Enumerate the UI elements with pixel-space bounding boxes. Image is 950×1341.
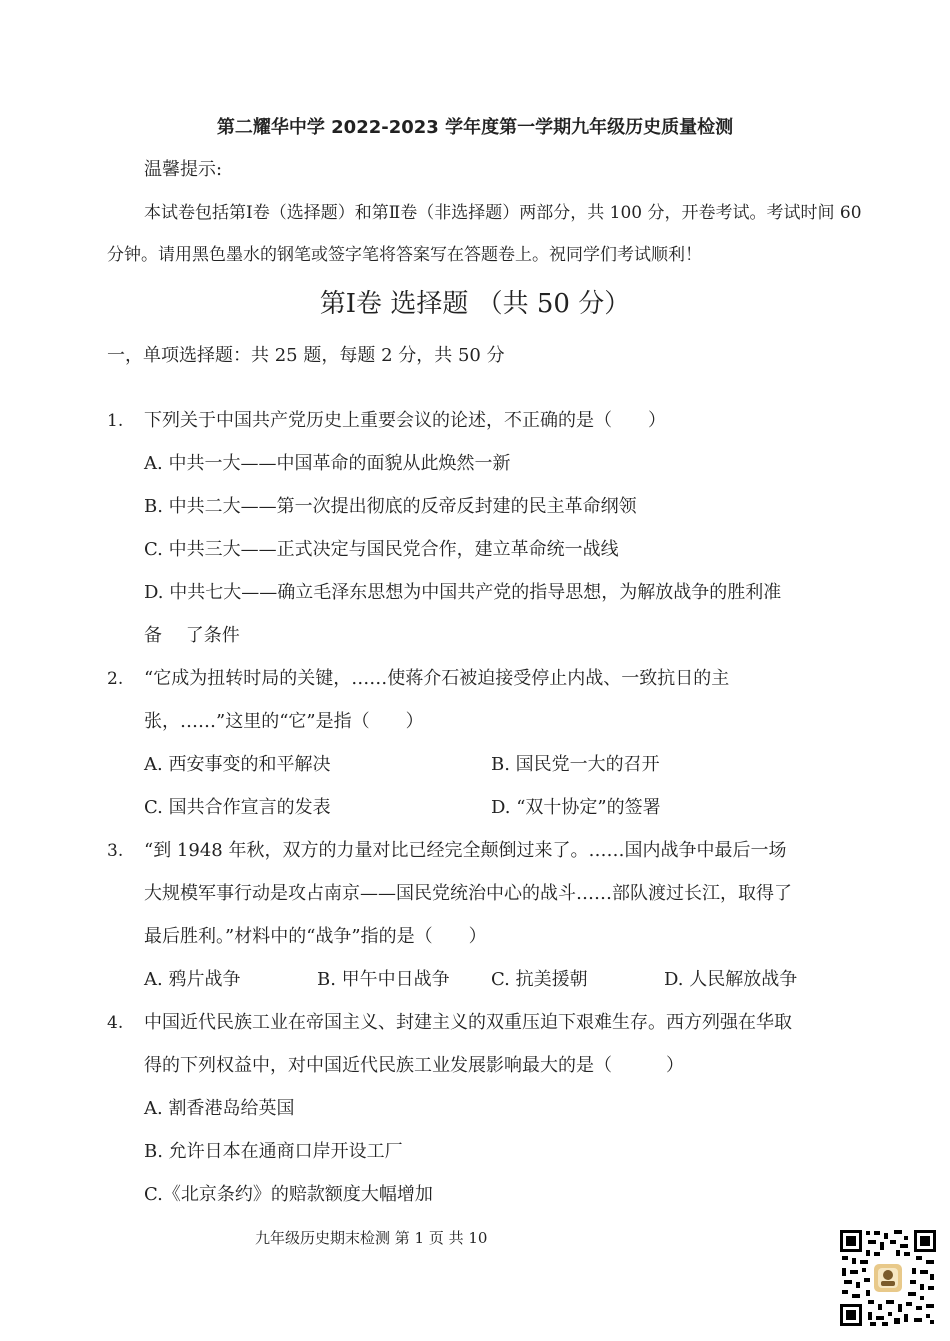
tip-line-1: 本试卷包括第Ⅰ卷（选择题）和第Ⅱ卷（非选择题）两部分，共 100 分，开卷考试。考试时间 60 — [144, 203, 862, 223]
question-number: 3. — [107, 841, 124, 861]
option-b: B. 允许日本在通商口岸开设工厂 — [144, 1141, 403, 1162]
question-stem: 中国近代民族工业在帝国主义、封建主义的双重压迫下艰难生存。西方列强在华取 — [144, 1012, 792, 1033]
option-d: D. 人民解放战争 — [664, 969, 798, 990]
question-number: 1. — [107, 411, 124, 431]
question-stem-continued: 最后胜利。”材料中的“战争”指的是（ ） — [144, 926, 487, 947]
question-stem: “到 1948 年秋，双方的力量对比已经完全颠倒过来了。……国内战争中最后一场 — [144, 840, 787, 861]
option-d-continued: 备 了条件 — [144, 625, 240, 646]
question-number: 4. — [107, 1013, 124, 1033]
question-stem-continued: 得的下列权益中，对中国近代民族工业发展影响最大的是（ ） — [144, 1055, 684, 1076]
section-title: 第Ⅰ卷 选择题 （共 50 分） — [319, 289, 631, 319]
option-b: B. 国民党一大的召开 — [491, 754, 660, 775]
option-a: A. 鸦片战争 — [144, 969, 241, 990]
question-stem: “它成为扭转时局的关键，……使蒋介石被迫接受停止内战、一致抗日的主 — [144, 668, 730, 689]
option-a: A. 中共一大——中国革命的面貌从此焕然一新 — [144, 453, 511, 474]
question-number: 2. — [107, 669, 124, 689]
exam-title: 第二耀华中学 2022-2023 学年度第一学期九年级历史质量检测 — [216, 117, 734, 138]
option-b: B. 甲午中日战争 — [317, 969, 450, 990]
option-a: A. 割香港岛给英国 — [144, 1098, 295, 1119]
page-footer: 九年级历史期末检测 第 1 页 共 10 — [255, 1229, 488, 1247]
option-c: C. 国共合作宣言的发表 — [144, 797, 331, 818]
option-b: B. 中共二大——第一次提出彻底的反帝反封建的民主革命纲领 — [144, 496, 637, 517]
question-stem-continued: 大规模军事行动是攻占南京——国民党统治中心的战斗……部队渡过长江，取得了 — [144, 883, 792, 904]
option-c: C. 中共三大——正式决定与国民党合作，建立革命统一战线 — [144, 539, 619, 560]
option-c: C.《北京条约》的赔款额度大幅增加 — [144, 1184, 433, 1205]
tip-label: 温馨提示: — [144, 159, 223, 180]
tip-line-2: 分钟。请用黑色墨水的钢笔或签字笔将答案写在答题卷上。祝同学们考试顺利！ — [107, 245, 702, 265]
option-d: D. “双十协定”的签署 — [491, 797, 661, 818]
option-c: C. 抗美援朝 — [491, 969, 588, 990]
question-stem: 下列关于中国共产党历史上重要会议的论述，不正确的是（ ） — [144, 410, 666, 431]
question-stem-continued: 张，……”这里的“它”是指（ ） — [144, 711, 424, 732]
part-heading: 一，单项选择题：共 25 题，每题 2 分，共 50 分 — [107, 345, 505, 366]
option-a: A. 西安事变的和平解决 — [144, 754, 331, 775]
option-d: D. 中共七大——确立毛泽东思想为中国共产党的指导思想，为解放战争的胜利准 — [144, 582, 782, 603]
qr-code-icon — [838, 1228, 938, 1328]
